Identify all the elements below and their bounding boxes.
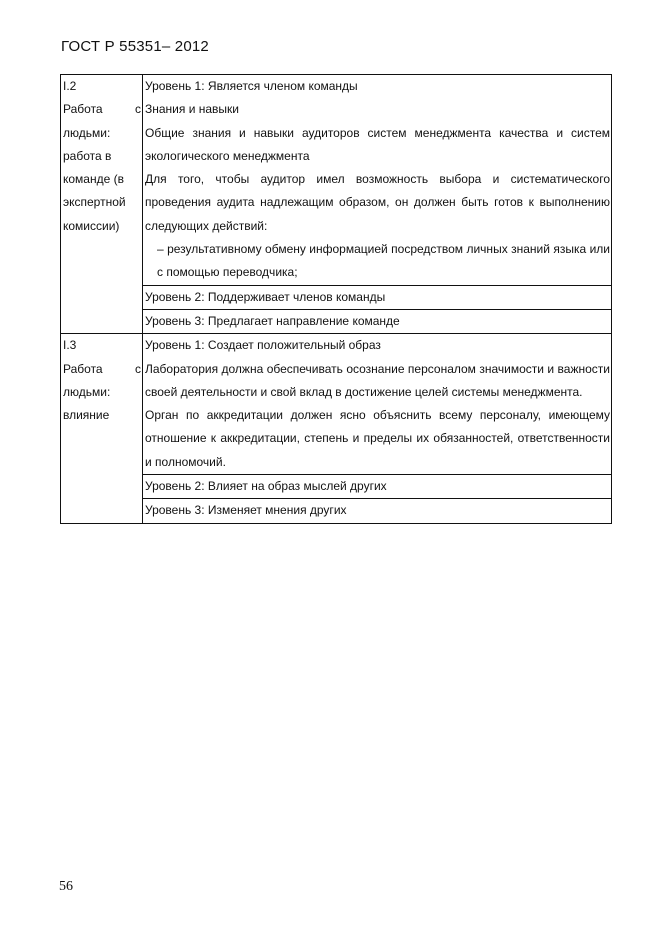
level-list-item: – результативному обмену информацией посредством личных знаний языка или с помощью переводчика; <box>157 242 610 280</box>
table-row <box>61 334 612 475</box>
competence-cell <box>61 75 143 334</box>
table-row <box>61 285 612 309</box>
table-row <box>61 499 612 523</box>
page-number: 56 <box>59 879 73 894</box>
table-row <box>61 475 612 499</box>
level-1-cell <box>143 334 612 475</box>
level-paragraph: Орган по аккредитации должен ясно объяснить всему персоналу, имеющему отношение к аккредитации, степень и пределы их обязанностей, ответственности и полномочий. <box>145 408 610 469</box>
level-paragraph: Общие знания и навыки аудиторов систем менеджмента качества и систем экологического менеджмента <box>145 125 610 163</box>
competence-table <box>60 74 612 524</box>
competence-name-line: Работа с <box>63 361 141 376</box>
level-paragraph: Лаборатория должна обеспечивать осознание персоналом значимости и важности своей деятельности и свой вклад в достижение целей системы менеджмента. <box>145 361 610 399</box>
level-3-cell: Уровень 3: Предлагает направление команде <box>143 309 612 333</box>
document-header: ГОСТ Р 55351– 2012 <box>61 38 209 55</box>
competence-name: людьми: работа в команде (в экспертной комиссии) <box>63 125 126 233</box>
competence-code: I.3 <box>63 338 77 353</box>
table-row <box>61 309 612 333</box>
table-row <box>61 75 612 286</box>
level-1-cell <box>143 75 612 286</box>
level-3-cell: Уровень 3: Изменяет мнения других <box>143 499 612 523</box>
level-paragraph: Для того, чтобы аудитор имел возможность выбора и систематического проведения аудита надлежащим образом, он должен быть готов к выполнению следующих действий: <box>145 172 610 233</box>
level-1-title: Уровень 1: Создает положительный образ <box>145 338 381 353</box>
competence-cell <box>61 334 143 523</box>
competence-code: I.2 <box>63 79 77 93</box>
competence-name: людьми: влияние <box>63 384 111 423</box>
competence-name-line: Работа с <box>63 102 141 117</box>
level-2-cell: Уровень 2: Поддерживает членов команды <box>143 285 612 309</box>
level-2-cell: Уровень 2: Влияет на образ мыслей других <box>143 475 612 499</box>
level-paragraph: Знания и навыки <box>145 102 240 117</box>
level-1-title: Уровень 1: Является членом команды <box>145 79 358 93</box>
